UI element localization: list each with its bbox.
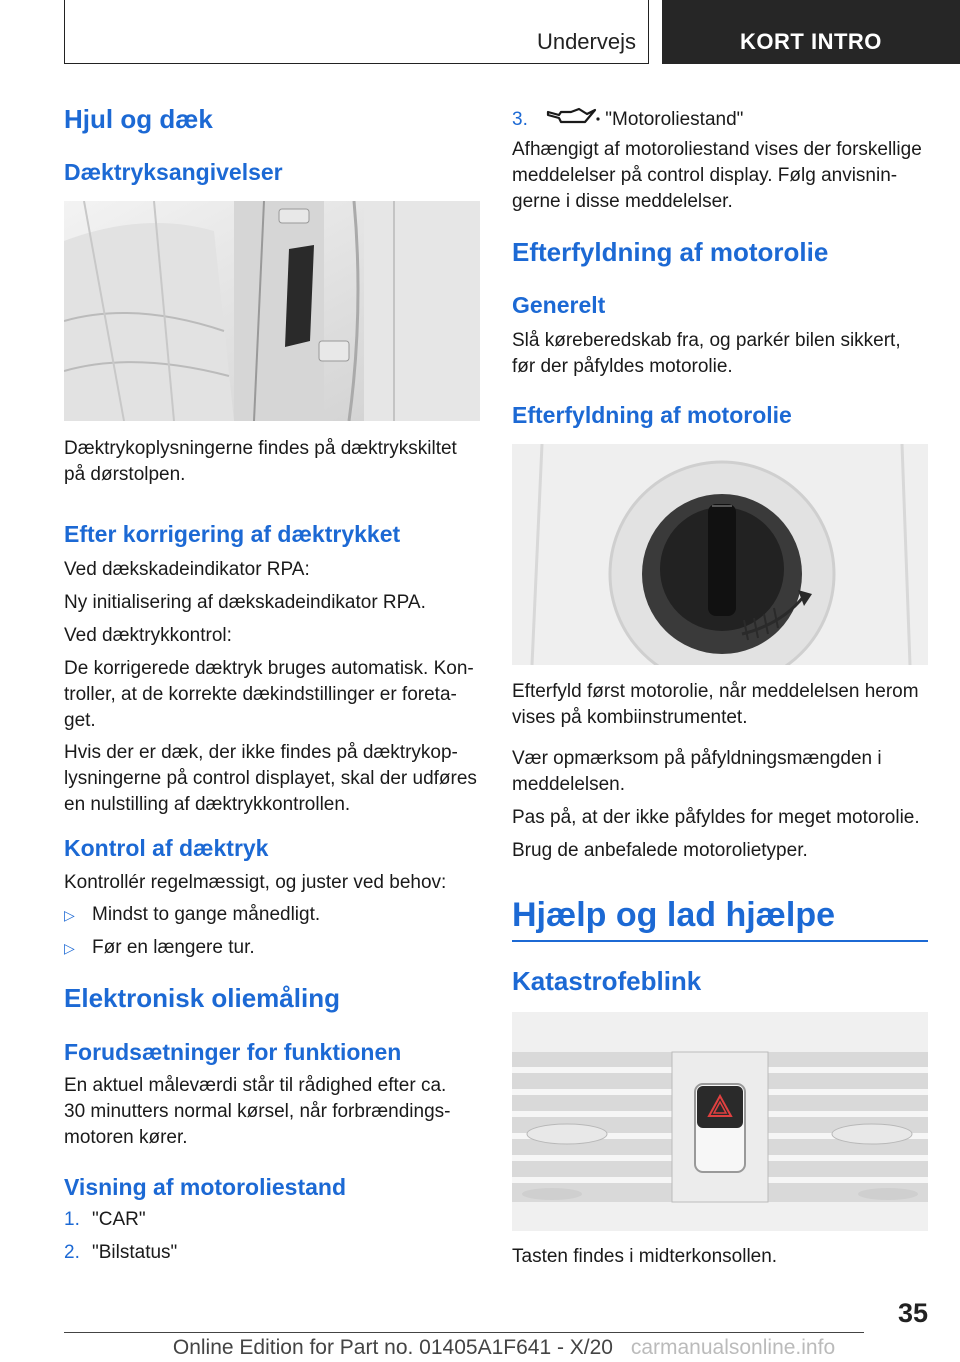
tpm-label: Ved dæktrykkontrol: <box>64 625 232 646</box>
heading-refill: Efterfyldning af motorolie <box>512 237 829 267</box>
general-text: Slå køreberedskab fra, og parkér bilen sikkert, før der påfyldes motorolie. <box>512 330 901 377</box>
footer-rule <box>64 1332 864 1333</box>
refill-p1: Efterfyld først motorolie, når meddelelsen herom vises på kombiinstrumentet. <box>512 681 919 728</box>
triangle-bullet-icon: ▷ <box>64 940 75 956</box>
check-item: ▷ Mindst to gange månedligt. <box>64 902 480 928</box>
page-number: 35 <box>897 1298 928 1328</box>
refill-p4: Brug de anbefalede motorolietyper. <box>512 840 808 861</box>
oil-cap-photo <box>512 444 928 665</box>
rpa-init: Ny initialisering af dækskadeindikator RPA. <box>64 592 426 613</box>
section-label: Undervejs <box>536 29 636 54</box>
refill-p2: Vær opmærksom på påfyldningsmængden i meddelelsen. <box>512 748 882 795</box>
check-intro: Kontrollér regelmæssigt, og juster ved behov: <box>64 872 447 893</box>
oil-can-icon <box>545 106 605 134</box>
heading-display-oil: Visning af motoroliestand <box>64 1174 346 1200</box>
heading-check: Kontrol af dæktryk <box>64 835 269 861</box>
step-item: 1. "CAR" <box>64 1209 146 1230</box>
heading-rule <box>512 940 928 942</box>
heading-refill-sub: Efterfyldning af motorolie <box>512 402 792 428</box>
step-item: 2. "Bilstatus" <box>64 1242 178 1263</box>
heading-after-correction: Efter korrigering af dæktrykket <box>64 521 401 547</box>
heading-oil-measure: Elektronisk oliemåling <box>64 983 340 1013</box>
oil-level-desc: Afhængigt af motoroliestand vises der forskellige meddelelser på control display. Følg anvisnin-gerne i disse meddelelser. <box>512 139 922 212</box>
prereq-text: En aktuel måleværdi står til rådighed efter ca. 30 minutters normal kørsel, når forbrændings-motoren kører. <box>64 1075 451 1148</box>
refill-p3: Pas på, at der ikke påfyldes for meget motorolie. <box>512 807 920 828</box>
triangle-bullet-icon: ▷ <box>64 907 75 923</box>
heading-general: Generelt <box>512 292 606 318</box>
check-item: ▷ Før en længere tur. <box>64 935 480 961</box>
heading-wheels: Hjul og dæk <box>64 104 213 134</box>
tpm-auto-text: De korrigerede dæktryk bruges automatisk. Kon-troller, at de korrekte dækindstillinger er foreta-get. <box>64 658 474 731</box>
heading-prereq: Forudsætninger for funktionen <box>64 1039 402 1065</box>
chapter-tab[interactable]: KORT INTRO <box>662 0 960 64</box>
tpm-reset-text: Hvis der er dæk, der ikke findes på dæktrykop-lysningerne på control displayet, skal der udføres en nulstilling af dæktrykkontrollen. <box>64 742 477 815</box>
rpa-label: Ved dækskadeindikator RPA: <box>64 559 310 580</box>
watermark: carmanualsonline.info <box>630 1336 836 1359</box>
hazard-button-photo <box>512 1012 928 1231</box>
footer-edition: Online Edition for Part no. 01405A1F641 - X/20 carmanualsonline.info <box>172 1336 836 1359</box>
step-item: 3. "Motoroliestand" <box>512 106 743 134</box>
heading-pressure-info: Dæktryksangivelser <box>64 159 283 185</box>
door-pillar-photo <box>64 201 480 421</box>
tire-photo-caption: Dæktrykoplysningerne findes på dæktrykskiltet på dørstolpen. <box>64 438 457 485</box>
heading-help: Hjælp og lad hjælpe <box>512 896 836 934</box>
hazard-caption: Tasten findes i midterkonsollen. <box>512 1246 778 1267</box>
heading-hazard: Katastrofeblink <box>512 966 702 996</box>
